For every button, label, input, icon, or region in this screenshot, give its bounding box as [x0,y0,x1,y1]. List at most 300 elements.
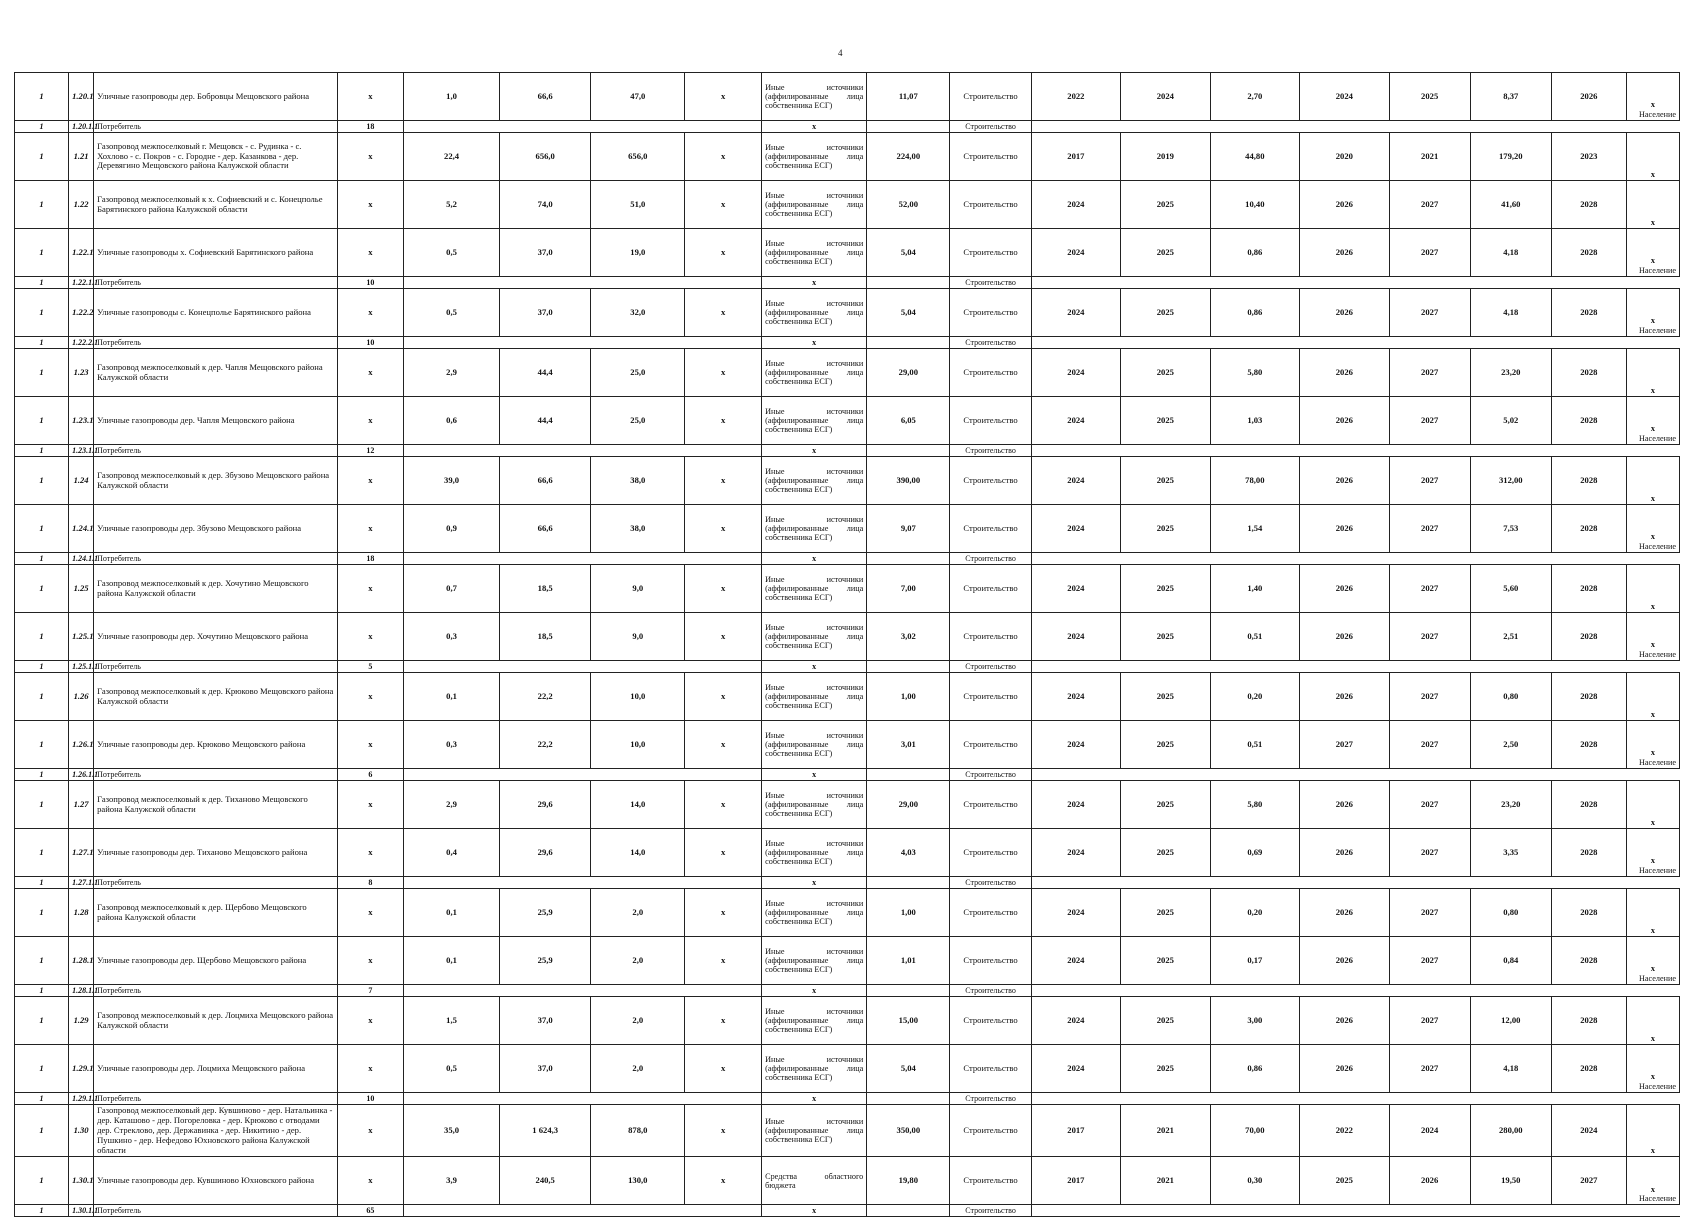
activity-cell: Строительство [950,613,1031,661]
empty-cell [1551,877,1626,889]
x-mark: х [1650,256,1655,266]
x-population-cell [1626,829,1679,877]
population-label: Население [1638,1081,1676,1091]
x-mark-cell: х [762,769,867,781]
empty-cell [1210,553,1299,565]
empty-cell [499,1093,591,1105]
funding-source-cell: Иные источники (аффилированные лица собственника ЕСГ) [762,613,867,661]
empty-cell [591,445,685,457]
year-cell: 2028 [1551,829,1626,877]
empty-cell [1210,769,1299,781]
empty-cell [867,553,950,565]
empty-cell [1121,277,1210,289]
empty-cell [867,769,950,781]
empty-cell [1551,1093,1626,1105]
x-mark-cell: х [337,289,404,337]
value-cell: 0,20 [1210,673,1299,721]
year-cell: 2021 [1389,133,1470,181]
funding-source-cell: Средства областного бюджета [762,1157,867,1205]
empty-cell [404,1205,500,1217]
table-row [15,289,1680,337]
cost-cell: 6,05 [867,397,950,445]
consumers-count-cell: 7 [337,985,404,997]
x-mark: х [1650,709,1655,719]
empty-cell [685,121,762,133]
capacity-cell: 37,0 [499,289,591,337]
level-cell: 1 [15,277,69,289]
x-mark-cell: х [337,133,404,181]
table-row [15,73,1680,121]
activity-cell: Строительство [950,1205,1031,1217]
year-cell: 2026 [1551,73,1626,121]
empty-cell [404,445,500,457]
year-cell: 2024 [1031,349,1120,397]
name-cell: Уличные газопроводы дер. Лоцмиха Мещовского района [94,1045,338,1093]
empty-cell [1210,277,1299,289]
x-mark: х [1650,964,1655,974]
empty-cell [685,553,762,565]
year-cell: 2027 [1389,613,1470,661]
x-population-cell [1626,721,1679,769]
name-cell: Газопровод межпоселковый к дер. Щербово Мещовского района Калужской области [94,889,338,937]
value-cell: 0,80 [1470,673,1551,721]
x-mark: х [1650,817,1655,827]
empty-cell [404,769,500,781]
x-mark-cell: х [685,721,762,769]
empty-cell [1389,277,1470,289]
empty-cell [1031,1093,1120,1105]
empty-cell [1031,877,1120,889]
x-population-cell [1626,229,1679,277]
table-body [15,73,1680,1217]
empty-cell [685,277,762,289]
empty-cell [499,445,591,457]
page-number: 4 [838,48,843,58]
empty-cell [1031,121,1120,133]
gasification-table [14,72,1680,1217]
year-cell: 2027 [1389,457,1470,505]
capacity-cell: 66,6 [499,505,591,553]
empty-cell [867,985,950,997]
year-cell: 2022 [1300,1105,1389,1157]
empty-cell [1551,661,1626,673]
empty-cell [1551,337,1626,349]
funding-source-cell: Иные источники (аффилированные лица собственника ЕСГ) [762,349,867,397]
activity-cell: Строительство [950,1045,1031,1093]
activity-cell: Строительство [950,553,1031,565]
pressure-cell: 878,0 [591,1105,685,1157]
value-cell: 19,50 [1470,1157,1551,1205]
cost-cell: 5,04 [867,289,950,337]
pressure-cell: 19,0 [591,229,685,277]
name-cell: Уличные газопроводы х. Софиевский Барятинского района [94,229,338,277]
x-mark-cell: х [685,1045,762,1093]
empty-cell [1389,769,1470,781]
pressure-cell: 14,0 [591,829,685,877]
year-cell: 2024 [1031,673,1120,721]
year-cell: 2026 [1300,1045,1389,1093]
x-mark: х [1650,385,1655,395]
value-cell: 1,54 [1210,505,1299,553]
activity-cell: Строительство [950,289,1031,337]
year-cell: 2025 [1121,673,1210,721]
capacity-cell: 74,0 [499,181,591,229]
empty-cell [1626,445,1679,457]
level-cell: 1 [15,937,69,985]
code-cell: 1.20.1.1 [69,121,94,133]
x-population-cell [1626,673,1679,721]
code-cell: 1.26.1 [69,721,94,769]
length-cell: 0,9 [404,505,500,553]
code-cell: 1.25 [69,565,94,613]
level-cell: 1 [15,1105,69,1157]
name-cell: Потребитель [94,1093,338,1105]
population-label: Население [1638,109,1676,119]
x-population-cell [1626,133,1679,181]
empty-cell [591,1093,685,1105]
empty-cell [1626,1205,1679,1217]
empty-cell [1626,121,1679,133]
x-mark-cell: х [762,277,867,289]
pressure-cell: 14,0 [591,781,685,829]
x-mark-cell: х [685,1105,762,1157]
code-cell: 1.23 [69,349,94,397]
empty-cell [1389,121,1470,133]
name-cell: Потребитель [94,553,338,565]
year-cell: 2026 [1300,937,1389,985]
x-mark-cell: х [337,229,404,277]
name-cell: Уличные газопроводы дер. Кувшиново Юхновского района [94,1157,338,1205]
funding-source-cell: Иные источники (аффилированные лица собственника ЕСГ) [762,1045,867,1093]
x-mark-cell: х [762,445,867,457]
activity-cell: Строительство [950,1093,1031,1105]
year-cell: 2024 [1031,565,1120,613]
code-cell: 1.20.1 [69,73,94,121]
year-cell: 2025 [1121,505,1210,553]
year-cell: 2027 [1389,721,1470,769]
cost-cell: 350,00 [867,1105,950,1157]
consumer-row [15,1205,1680,1217]
code-cell: 1.25.1 [69,613,94,661]
x-mark-cell: х [337,829,404,877]
population-label: Население [1638,973,1676,983]
year-cell: 2025 [1121,349,1210,397]
empty-cell [499,661,591,673]
table-row [15,997,1680,1045]
year-cell: 2028 [1551,565,1626,613]
activity-cell: Строительство [950,997,1031,1045]
code-cell: 1.27 [69,781,94,829]
activity-cell: Строительство [950,277,1031,289]
year-cell: 2024 [1031,1045,1120,1093]
code-cell: 1.30.1 [69,1157,94,1205]
cost-cell: 52,00 [867,181,950,229]
x-mark: х [1650,925,1655,935]
empty-cell [1626,277,1679,289]
pressure-cell: 2,0 [591,1045,685,1093]
consumer-row [15,553,1680,565]
capacity-cell: 37,0 [499,997,591,1045]
x-mark-cell: х [685,229,762,277]
level-cell: 1 [15,1045,69,1093]
funding-source-cell: Иные источники (аффилированные лица собственника ЕСГ) [762,133,867,181]
empty-cell [404,985,500,997]
length-cell: 0,1 [404,937,500,985]
capacity-cell: 25,9 [499,889,591,937]
code-cell: 1.25.1.1 [69,661,94,673]
empty-cell [867,445,950,457]
x-mark-cell: х [762,985,867,997]
x-mark-cell: х [337,889,404,937]
x-mark: х [1650,601,1655,611]
year-cell: 2024 [1031,613,1120,661]
year-cell: 2027 [1389,181,1470,229]
empty-cell [404,121,500,133]
year-cell: 2027 [1389,229,1470,277]
empty-cell [1470,445,1551,457]
empty-cell [1031,445,1120,457]
value-cell: 12,00 [1470,997,1551,1045]
year-cell: 2024 [1031,457,1120,505]
pressure-cell: 2,0 [591,889,685,937]
empty-cell [591,121,685,133]
consumer-row [15,337,1680,349]
x-mark-cell: х [762,877,867,889]
empty-cell [404,553,500,565]
consumers-count-cell: 6 [337,769,404,781]
empty-cell [1210,445,1299,457]
empty-cell [685,1205,762,1217]
empty-cell [685,985,762,997]
consumers-count-cell: 18 [337,121,404,133]
empty-cell [1551,121,1626,133]
year-cell: 2028 [1551,397,1626,445]
level-cell: 1 [15,73,69,121]
x-mark-cell: х [685,349,762,397]
funding-source-cell: Иные источники (аффилированные лица собственника ЕСГ) [762,829,867,877]
empty-cell [1300,985,1389,997]
empty-cell [685,445,762,457]
length-cell: 35,0 [404,1105,500,1157]
empty-cell [591,877,685,889]
code-cell: 1.28.1 [69,937,94,985]
pressure-cell: 32,0 [591,289,685,337]
funding-source-cell: Иные источники (аффилированные лица собственника ЕСГ) [762,181,867,229]
empty-cell [1470,769,1551,781]
length-cell: 22,4 [404,133,500,181]
pressure-cell: 25,0 [591,397,685,445]
empty-cell [1121,877,1210,889]
level-cell: 1 [15,997,69,1045]
year-cell: 2024 [1300,73,1389,121]
empty-cell [1470,877,1551,889]
x-mark-cell: х [762,553,867,565]
name-cell: Уличные газопроводы с. Конецполье Барятинского района [94,289,338,337]
activity-cell: Строительство [950,889,1031,937]
year-cell: 2026 [1300,829,1389,877]
empty-cell [1210,661,1299,673]
year-cell: 2028 [1551,289,1626,337]
empty-cell [1470,1093,1551,1105]
code-cell: 1.22.1 [69,229,94,277]
x-mark-cell: х [337,721,404,769]
empty-cell [1551,553,1626,565]
empty-cell [1121,553,1210,565]
value-cell: 0,86 [1210,229,1299,277]
x-mark-cell: х [337,181,404,229]
empty-cell [1389,877,1470,889]
empty-cell [404,1093,500,1105]
year-cell: 2027 [1389,829,1470,877]
year-cell: 2028 [1551,937,1626,985]
funding-source-cell: Иные источники (аффилированные лица собственника ЕСГ) [762,721,867,769]
cost-cell: 11,07 [867,73,950,121]
funding-source-cell: Иные источники (аффилированные лица собственника ЕСГ) [762,997,867,1045]
year-cell: 2027 [1300,721,1389,769]
year-cell: 2024 [1031,397,1120,445]
empty-cell [1121,121,1210,133]
empty-cell [1121,769,1210,781]
empty-cell [867,661,950,673]
code-cell: 1.23.1 [69,397,94,445]
value-cell: 5,80 [1210,781,1299,829]
empty-cell [685,769,762,781]
value-cell: 179,20 [1470,133,1551,181]
empty-cell [685,877,762,889]
x-mark: х [1650,1145,1655,1155]
empty-cell [1210,985,1299,997]
table-row [15,721,1680,769]
name-cell: Газопровод межпоселковый к дер. Лоцмиха Мещовского района Калужской области [94,997,338,1045]
empty-cell [1121,1093,1210,1105]
empty-cell [1551,277,1626,289]
table-row [15,1045,1680,1093]
capacity-cell: 44,4 [499,349,591,397]
code-cell: 1.29.1.1 [69,1093,94,1105]
year-cell: 2026 [1300,229,1389,277]
empty-cell [1300,661,1389,673]
year-cell: 2024 [1031,289,1120,337]
x-mark-cell: х [337,1105,404,1157]
x-mark-cell: х [685,457,762,505]
x-mark-cell: х [337,349,404,397]
x-population-cell [1626,937,1679,985]
empty-cell [1121,1205,1210,1217]
x-mark-cell: х [685,613,762,661]
value-cell: 23,20 [1470,349,1551,397]
level-cell: 1 [15,1093,69,1105]
x-population-cell [1626,181,1679,229]
x-population-cell [1626,397,1679,445]
empty-cell [685,661,762,673]
consumer-row [15,277,1680,289]
value-cell: 5,02 [1470,397,1551,445]
value-cell: 1,03 [1210,397,1299,445]
empty-cell [499,553,591,565]
activity-cell: Строительство [950,397,1031,445]
funding-source-cell: Иные источники (аффилированные лица собственника ЕСГ) [762,673,867,721]
code-cell: 1.28.1.1 [69,985,94,997]
activity-cell: Строительство [950,781,1031,829]
year-cell: 2017 [1031,1157,1120,1205]
activity-cell: Строительство [950,721,1031,769]
name-cell: Газопровод межпоселковый к дер. Хочутино Мещовского района Калужской области [94,565,338,613]
x-mark-cell: х [685,781,762,829]
length-cell: 1,5 [404,997,500,1045]
capacity-cell: 66,6 [499,73,591,121]
empty-cell [1551,1205,1626,1217]
x-population-cell [1626,1045,1679,1093]
value-cell: 44,80 [1210,133,1299,181]
code-cell: 1.21 [69,133,94,181]
year-cell: 2024 [1389,1105,1470,1157]
activity-cell: Строительство [950,337,1031,349]
funding-source-cell: Иные источники (аффилированные лица собственника ЕСГ) [762,289,867,337]
pressure-cell: 10,0 [591,673,685,721]
empty-cell [1470,337,1551,349]
empty-cell [1210,121,1299,133]
year-cell: 2025 [1389,73,1470,121]
table-row [15,397,1680,445]
table-row [15,229,1680,277]
cost-cell: 29,00 [867,349,950,397]
activity-cell: Строительство [950,985,1031,997]
x-mark: х [1650,856,1655,866]
year-cell: 2024 [1031,781,1120,829]
length-cell: 2,9 [404,349,500,397]
empty-cell [1210,1205,1299,1217]
value-cell: 2,50 [1470,721,1551,769]
empty-cell [591,1205,685,1217]
activity-cell: Строительство [950,1105,1031,1157]
code-cell: 1.24.1.1 [69,553,94,565]
value-cell: 0,51 [1210,721,1299,769]
code-cell: 1.30.1.1 [69,1205,94,1217]
empty-cell [1389,661,1470,673]
x-mark-cell: х [337,457,404,505]
activity-cell: Строительство [950,937,1031,985]
year-cell: 2019 [1121,133,1210,181]
activity-cell: Строительство [950,1157,1031,1205]
capacity-cell: 18,5 [499,613,591,661]
cost-cell: 3,02 [867,613,950,661]
x-mark: х [1650,169,1655,179]
empty-cell [1300,1093,1389,1105]
empty-cell [1470,277,1551,289]
activity-cell: Строительство [950,445,1031,457]
code-cell: 1.24 [69,457,94,505]
funding-source-cell: Иные источники (аффилированные лица собственника ЕСГ) [762,1105,867,1157]
funding-source-cell: Иные источники (аффилированные лица собственника ЕСГ) [762,397,867,445]
name-cell: Газопровод межпоселковый к х. Софиевский и с. Конецполье Барятинского района Калужской области [94,181,338,229]
name-cell: Потребитель [94,445,338,457]
code-cell: 1.29 [69,997,94,1045]
empty-cell [591,337,685,349]
capacity-cell: 1 624,3 [499,1105,591,1157]
x-mark-cell: х [337,73,404,121]
year-cell: 2026 [1300,289,1389,337]
table-row [15,1105,1680,1157]
code-cell: 1.23.1.1 [69,445,94,457]
activity-cell: Строительство [950,229,1031,277]
year-cell: 2026 [1300,997,1389,1045]
year-cell: 2027 [1389,397,1470,445]
level-cell: 1 [15,337,69,349]
year-cell: 2017 [1031,1105,1120,1157]
empty-cell [1121,445,1210,457]
empty-cell [499,277,591,289]
empty-cell [1300,277,1389,289]
